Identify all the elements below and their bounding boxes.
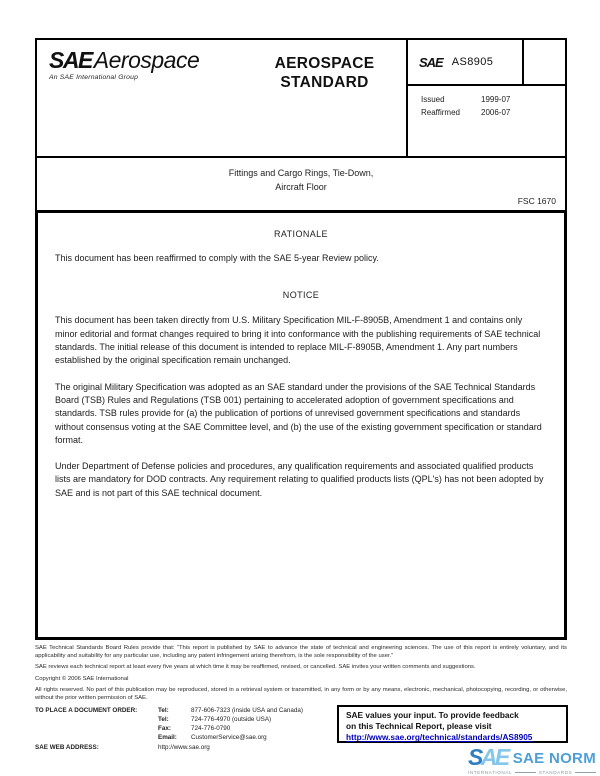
logo-tagline: An SAE International Group <box>49 74 139 81</box>
dates-block <box>408 86 565 117</box>
sae-norm-logo-icon: SAE <box>467 744 508 771</box>
header <box>35 38 567 158</box>
sae-norm-title: SAE NORM <box>512 749 596 767</box>
issued-row <box>421 95 565 104</box>
revision-cell <box>522 40 565 84</box>
feedback-link[interactable]: http://www.sae.org/technical/standards/AS8905 <box>346 731 533 742</box>
document-title-line2: Aircraft Floor <box>275 181 327 192</box>
document-number: AS8905 <box>451 56 494 68</box>
document-number-cell <box>408 40 522 84</box>
tel-label-1: Tel: <box>158 707 169 714</box>
order-row-fax <box>158 725 303 732</box>
fsc-code: FSC 1670 <box>517 196 556 206</box>
rationale-text: This document has been reaffirmed to comply with the SAE 5-year Review policy. <box>55 253 379 263</box>
sae-norm-watermark <box>467 744 596 775</box>
feedback-line1: SAE values your input. To provide feedback <box>346 710 519 720</box>
rationale-heading: RATIONALE <box>274 229 328 239</box>
notice-heading: NOTICE <box>282 290 320 301</box>
order-row-tel-2 <box>158 716 303 723</box>
order-label: TO PLACE A DOCUMENT ORDER: <box>35 707 138 714</box>
sae-norm-subtitle <box>468 770 596 775</box>
title-box <box>35 156 567 212</box>
web-address-label: SAE WEB ADDRESS: <box>35 744 99 751</box>
footer-fineprint <box>35 645 567 707</box>
body-box <box>35 210 567 640</box>
order-block <box>35 707 303 743</box>
review-note: SAE reviews each technical report at least every five years at which time it may be reaffirmed, revised, or cancelled. SAE invites your written comments and suggestions. <box>35 664 476 671</box>
tsb-disclaimer: SAE Technical Standards Board Rules provide that: “This report is published by SAE to advance the state of technical and engineering sciences. The use of this report is entirely voluntary, and its applicability and suitability for any particular use, including any patent infringement arising therefrom, is the sole responsibility of the user.” <box>35 645 567 659</box>
document-title <box>37 158 565 195</box>
sae-logo-icon-small: SAE <box>419 54 443 70</box>
web-address-value: http://www.sae.org <box>158 744 210 751</box>
issued-label: Issued <box>421 95 445 104</box>
reaffirmed-date: 2006-07 <box>481 108 511 117</box>
sae-aerospace-logo <box>49 49 199 81</box>
notice-paragraph-1: This document has been taken directly from U.S. Military Specification MIL-F-8905B, Amendment 1 and contains only minor editorial and format changes required to bring it into conformance with the publishing requirements of SAE technical standards. The initial release of this document is intended to replace MIL-F-8905B, Amendment 1. Any part numbers established by the original specification remain unchanged. <box>55 315 541 366</box>
sae-logo-icon: SAE <box>49 47 92 73</box>
document-type-line1: AEROSPACE <box>274 55 375 72</box>
feedback-line2: on this Technical Report, please visit <box>346 720 492 731</box>
copyright-notice: Copyright © 2006 SAE International <box>35 675 129 682</box>
issued-date: 1999-07 <box>481 95 511 104</box>
email-label: Email: <box>158 734 177 741</box>
reaffirmed-label: Reaffirmed <box>421 108 460 117</box>
email-value: CustomerService@sae.org <box>191 734 267 741</box>
notice-paragraph-3: Under Department of Defense policies and procedures, any qualification requirements and associated qualified products lists are mandatory for DOD contracts. Any requirement relating to qualified products lists (QPL's) has not been adopted by SAE and is not part of this SAE technical document. <box>55 461 544 498</box>
document-type-line2: STANDARD <box>280 74 369 92</box>
fax-label: Fax: <box>158 725 171 732</box>
sae-norm-sub-right: STANDARDS <box>538 770 573 775</box>
rights-notice: All rights reserved. No part of this publication may be reproduced, stored in a retrieval system or transmitted, in any form or by any means, electronic, mechanical, photocopying, recording, or otherwise, without the prior written permission of SAE. <box>35 687 567 702</box>
order-row-email <box>158 734 303 741</box>
document-type-title <box>237 54 412 93</box>
tel-value-1: 877-606-7323 (inside USA and Canada) <box>191 707 304 714</box>
tel-value-2: 724-776-4970 (outside USA) <box>191 716 272 723</box>
document-title-line1: Fittings and Cargo Rings, Tie-Down, <box>228 168 374 178</box>
feedback-box <box>337 705 568 743</box>
aerospace-logo-text: Aerospace <box>93 47 200 73</box>
order-row-tel-1 <box>158 707 303 714</box>
web-address-row <box>35 744 210 751</box>
header-right-panel <box>406 38 567 158</box>
reaffirmed-row <box>421 108 565 117</box>
tel-label-2: Tel: <box>158 716 169 723</box>
fax-value: 724-776-0790 <box>191 725 231 732</box>
sae-norm-sub-left: INTERNATIONAL <box>467 770 513 775</box>
notice-paragraph-2: The original Military Specification was adopted as an SAE standard under the provisions of the SAE Technical Standards Board (TSB) Rules and Regulations (TSB 001) pertaining to accelerated adoption of government specifications and standards. TSB rules provide for (a) the publication of portions of unrevised government specifications and standards without consensus voting at the SAE Committee level, and (b) the use of the existing government specification or standard format. <box>55 381 542 445</box>
